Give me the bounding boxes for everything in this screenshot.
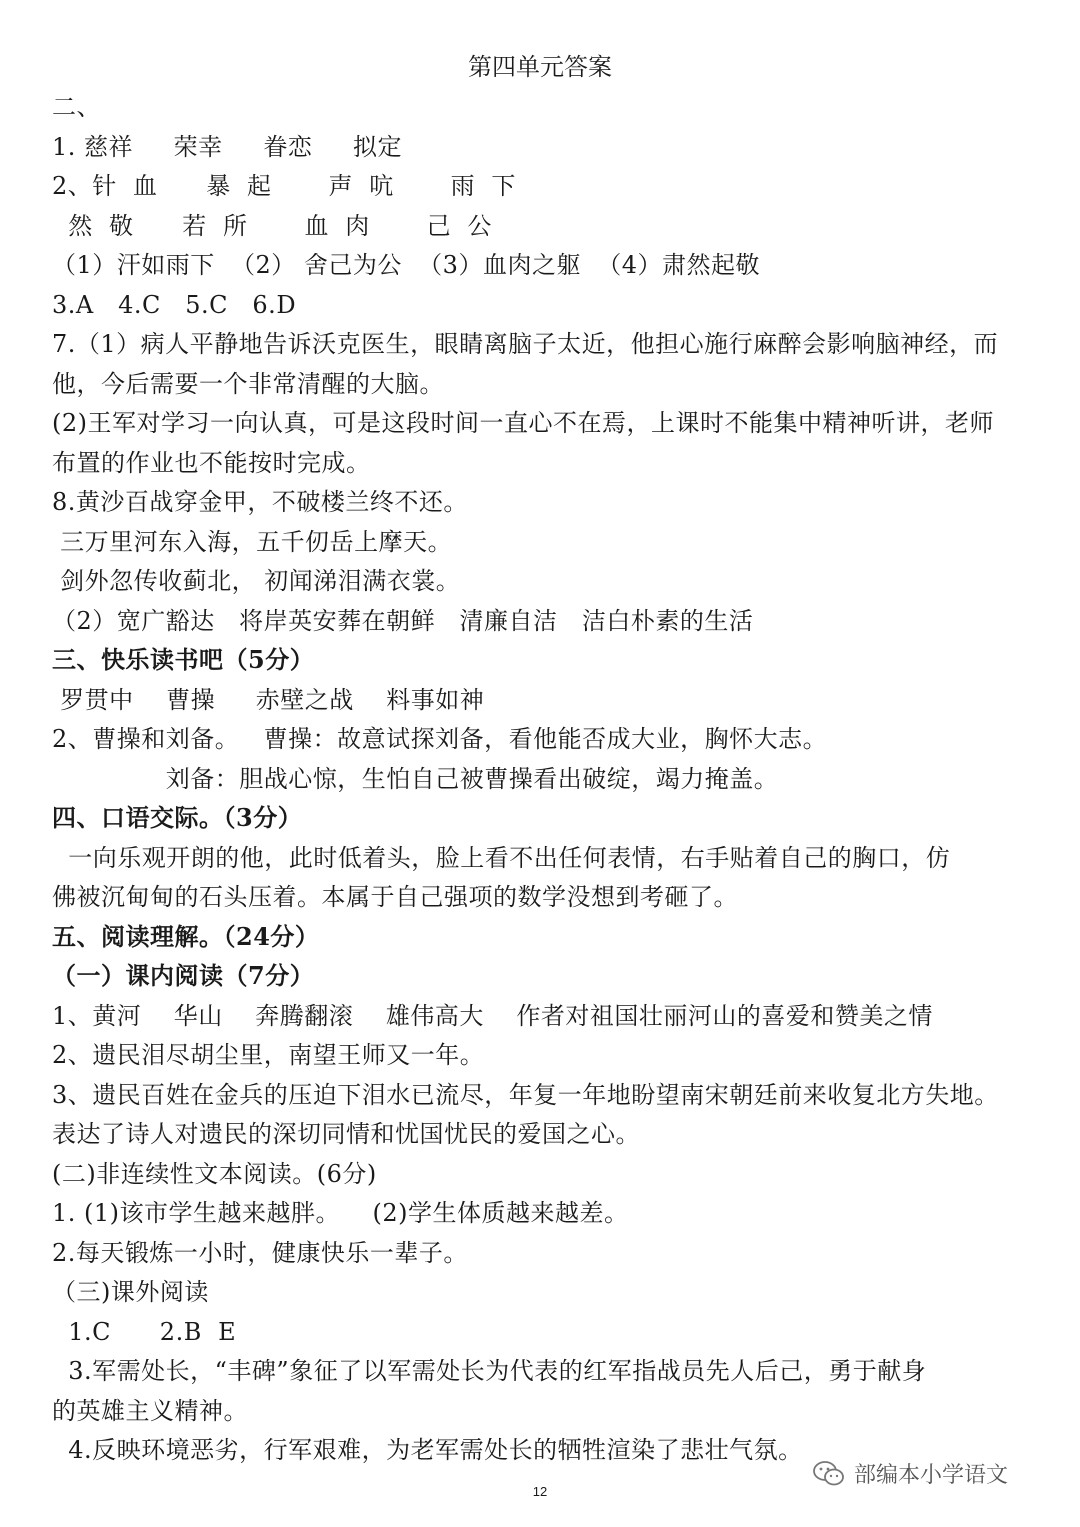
answer-line: 布置的作业也不能按时完成。: [52, 448, 371, 477]
answer-line: 2.每天锻炼一小时，健康快乐一辈子。: [52, 1238, 468, 1267]
page-title: 第四单元答案: [468, 53, 612, 81]
answer-line: 1、黄河 华山 奔腾翻滚 雄伟高大 作者对祖国壮丽河山的喜爱和赞美之情: [52, 1001, 933, 1030]
watermark-text: 部编本小学语文: [854, 1463, 1009, 1488]
answer-line: 罗贯中 曹操 赤壁之战 料事如神: [52, 685, 485, 714]
answer-line: 4.反映环境恶劣，行军艰难，为老军需处长的牺牲渲染了悲壮气氛。: [52, 1436, 803, 1464]
answer-line: 三万里河东入海，五千仞岳上摩天。: [52, 527, 453, 556]
answer-line: 8.黄沙百战穿金甲，不破楼兰终不还。: [52, 488, 468, 516]
answer-line: 2、曹操和刘备。 曹操：故意试探刘备，看他能否成大业，胸怀大志。: [52, 725, 828, 753]
page-number: 12: [532, 1484, 548, 1499]
answer-line: 2、针 血 暴 起 声 吭 雨 下: [52, 172, 516, 200]
answer-line: （三)课外阅读: [52, 1278, 209, 1306]
answer-line: 1. (1)该市学生越来越胖。 (2)学生体质越来越差。: [52, 1199, 629, 1227]
answer-line: (二)非连续性文本阅读。(6分): [52, 1159, 377, 1188]
answer-line: 7.（1）病人平静地告诉沃克医生，眼睛离脑子太近，他担心施行麻醉会影响脑神经，而: [52, 330, 999, 358]
section-heading: 五、阅读理解。（24分）: [52, 921, 320, 951]
answer-line: 1. 慈祥 荣幸 眷恋 拟定: [52, 132, 402, 161]
answer-line: 表达了诗人对遗民的深切同情和忧国忧民的爱国之心。: [52, 1120, 640, 1148]
section-heading: 三、快乐读书吧（5分）: [52, 645, 315, 674]
answer-line: 的英雄主义精神。: [52, 1396, 248, 1425]
section-heading: （一）课内阅读（7分）: [52, 961, 315, 990]
answer-line: 一向乐观开朗的他，此时低着头，脸上看不出任何表情，右手贴着自己的胸口，仿: [52, 843, 951, 872]
answer-line: 1.C 2.B E: [52, 1317, 237, 1346]
answer-line: (2)王军对学习一向认真，可是这段时间一直心不在焉，上课时不能集中精神听讲，老师: [52, 409, 994, 437]
answer-line: 3.A 4.C 5.C 6.D: [52, 290, 297, 319]
watermark: [812, 1458, 1008, 1489]
answer-line: （1）汗如雨下 （2） 舍己为公 （3）血肉之躯 （4）肃然起敬: [52, 251, 760, 279]
answer-line: 然 敬 若 所 血 肉 己 公: [52, 211, 492, 240]
answer-line: 刘备：胆战心惊，生怕自己被曹操看出破绽，竭力掩盖。: [52, 764, 779, 793]
answer-line: 剑外忽传收蓟北， 初闻涕泪满衣裳。: [52, 567, 461, 595]
answer-line: 3.军需处长，“丰碑”象征了以军需处长为代表的红军指战员先人后己，勇于献身: [52, 1357, 927, 1385]
answer-line: 二、: [52, 93, 101, 121]
answer-line: 3、遗民百姓在金兵的压迫下泪水已流尽，年复一年地盼望南宋朝廷前来收复北方失地。: [52, 1080, 999, 1109]
answer-line: 2、遗民泪尽胡尘里，南望王师又一年。: [52, 1041, 485, 1069]
answer-line: 佛被沉甸甸的石头压着。本属于自己强项的数学没想到考砸了。: [52, 883, 738, 911]
wechat-icon: [812, 1460, 846, 1488]
section-heading: 四、口语交际。（3分）: [52, 803, 303, 832]
answer-line: 他，今后需要一个非常清醒的大脑。: [52, 369, 444, 398]
answer-line: （2）宽广豁达 将岸英安葬在朝鲜 清廉自洁 洁白朴素的生活: [52, 606, 754, 635]
